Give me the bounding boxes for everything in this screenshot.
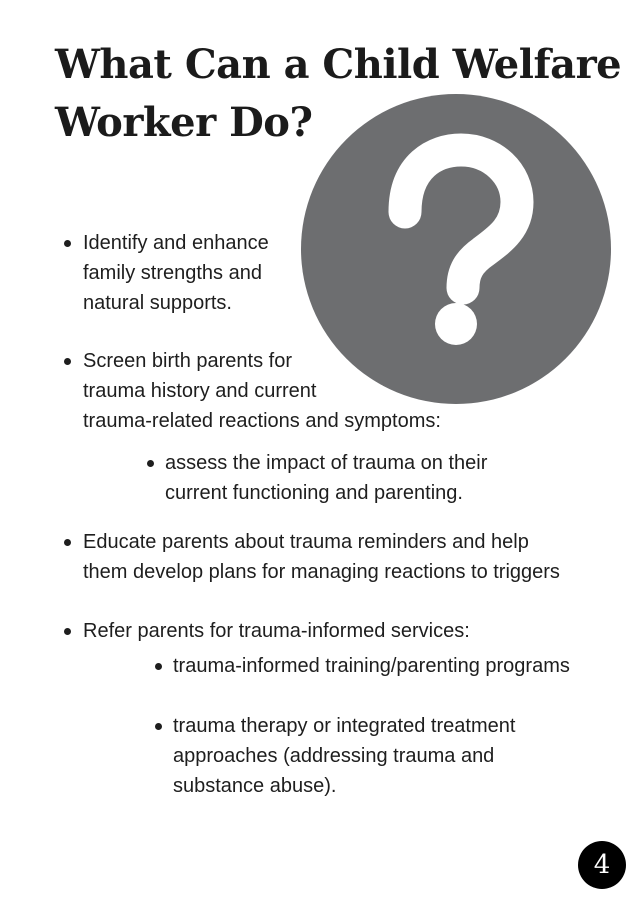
bullet-dot [64,628,71,635]
item-2-line-3: trauma-related reactions and symptoms: [83,410,441,432]
item-2-sub-1-line-1: assess the impact of trauma on their [165,452,488,474]
sub-bullet-dot [147,460,154,467]
item-1-line-3: natural supports. [83,292,232,314]
item-1-line-2: family strengths and [83,262,262,284]
item-1-line-1: Identify and enhance [83,232,269,254]
item-3-line-2: them develop plans for managing reactions to triggers [83,561,560,583]
item-4-sub-2-line-2: approaches (addressing trauma and [173,745,495,767]
item-4-line-1: Refer parents for trauma-informed services: [83,620,470,642]
sub-bullet-dot [155,723,162,730]
item-3-line-1: Educate parents about trauma reminders and help [83,531,529,553]
item-4-sub-2-line-1: trauma therapy or integrated treatment [173,715,516,737]
page-number-badge: 4 [578,841,626,889]
title-line-1: What Can a Child Welfare [55,41,622,88]
item-4-sub-2-line-3: substance abuse). [173,775,337,797]
sub-bullet-dot [155,663,162,670]
question-mark-icon [301,94,611,404]
item-2-line-1: Screen birth parents for [83,350,292,372]
title-line-2: Worker Do? [55,99,313,146]
bullet-dot [64,539,71,546]
item-2-line-2: trauma history and current [83,380,317,402]
item-2-sub-1-line-2: current functioning and parenting. [165,482,463,504]
bullet-dot [64,358,71,365]
item-4-sub-1-line-1: trauma-informed training/parenting programs [173,655,570,677]
bullet-dot [64,240,71,247]
